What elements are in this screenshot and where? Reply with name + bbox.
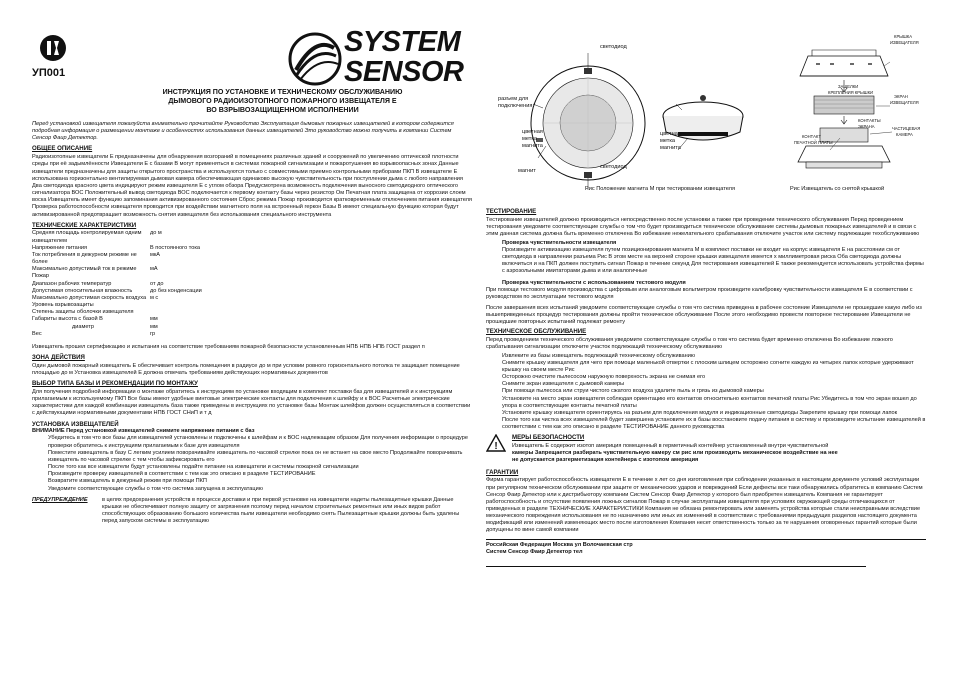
list-item: Снимите крышку извещателя для чего при помощи маленькой отвертки с плоским шлицем осторожно согните каждую из четырех лапок которые удерживают крышку на своем месте Рис bbox=[502, 359, 914, 373]
warranty-heading: ГАРАНТИИ bbox=[486, 468, 519, 476]
title-line-2: ДЫМОВОГО РАДИОИЗОТОПНОГО ПОЖАРНОГО ИЗВЕЩАТЕЛЯ Е bbox=[168, 97, 397, 106]
doc-code: УП001 bbox=[32, 67, 66, 79]
label-board-1: КОНТАКТ bbox=[802, 134, 821, 139]
list-item: Возвратите извещатель в дежурный режим при помощи ПКП bbox=[48, 478, 207, 485]
label-cover-2: ИЗВЕЩАТЕЛЯ bbox=[890, 40, 919, 45]
caution-text: в целях предохранения устройств в процессе доставки и при первой установке на извещатели надеты пылезащитные крышки Данные крышки не обеспечивают полную защиту от загрязнения поэтому перед началом строительных ремонтных или иных видов работ способствующих образованию большого количества пыли извещатели необходимо снять Пылезащитные крышки должны быть удалены перед запуском системы в эксплуатацию bbox=[102, 496, 460, 525]
safety-text-block bbox=[512, 434, 838, 464]
approval-mark-icon bbox=[37, 34, 69, 62]
safety-heading: МЕРЫ БЕЗОПАСНОСТИ bbox=[512, 434, 585, 442]
left-column bbox=[32, 121, 472, 606]
label-led-top: светодиод bbox=[600, 44, 627, 50]
spec-row: Максимально допустимая скорость воздуха м с bbox=[32, 294, 159, 301]
label-mark-left-2: метка bbox=[522, 136, 538, 142]
label-mark-right-2: метка bbox=[660, 138, 676, 144]
list-item: Уведомите соответствующие службы о том что система запущена в эксплуатацию bbox=[48, 485, 263, 492]
general-description-text: Радиоизотопные извещатели Е предназначены для обнаружения возгораний в помещениях различных зданий и сооружений по увеличению оптической плотности среды при её задымлённости Извещатели Е с базами В могут применяться в системах пожарной сигнализации и пожаротушения во взрывоопасных зонах Данные извещатели предназначены для защиты открытого пространства и используются только с совместимыми приемно контрольными приборами ПКП В извещателе Е использована горизонтально вентилируемая дымовая камера обеспечивающая одинаково высокую чувствительность при поступлении дыма с любого направления Два светодиода красного цвета индицируют режим извещателя Е с углом обзора Предусмотрена возможность подключения выносного светодиодного оптического сигнализатора ВОС Положительный вывод светодиода ВОС подключается к первому контакту базы через резистор Ом Печатная плата защищена от коррозии слоем воска Извещатель имеет функцию запоминания активизированного состояния Сброс режима Пожар производится кратковременным отключением питания извещателя Проверка работоспособности извещателя проводится при воздействии магнитного поля на встроенный геркон Базы В имеют специальную функцию которая будут активизированной предотвращает возможность снятия извещателя без использования специального инструмента bbox=[32, 154, 472, 218]
figure-detector-cover-removed bbox=[780, 34, 930, 192]
install-heading: УСТАНОВКА ИЗВЕЩАТЕЛЕЙ bbox=[32, 420, 119, 428]
test-module-heading: Проверка чувствительности с использованием тестового модуля bbox=[502, 279, 686, 286]
brand-logo bbox=[288, 26, 478, 96]
title-line-3: ВО ВЗРЫВОЗАЩИЩЕННОМ ИСПОЛНЕНИИ bbox=[206, 106, 359, 115]
list-item: Поместите извещатель в базу С легким усилием поворачивайте извещатель по часовой стрелке пока он не встанет на свое место Продолжайте поворачивать извещатель по часовой стрелке с тем чтобы зафиксировать его bbox=[48, 449, 463, 463]
figure2-caption: Рис Извещатель со снятой крышкой bbox=[790, 186, 885, 192]
label-latch-1: ЗАЩЕЛКИ bbox=[838, 84, 859, 89]
safety-text-3: не допускается разгерметизация контейнера с изотопом америция bbox=[512, 457, 699, 464]
after-test-text: После завершения всех испытаний уведомите соответствующие службы о том что система приведена в рабочее состояние Извещатели не прошедшие какую либо из вышеприведенных процедур тестирования должны пройти техническое обслуживание После этого необходимо провести повторное тестирование Извещатели не прошедшие повторных испытаний подлежат ремонту bbox=[486, 305, 922, 326]
test-module-text: При помощи тестового модуля производства с цифровым или аналоговым вольтметром произведите калибровку чувствительности извещателя Е в соответствии с руководством по эксплуатации тестового модуля bbox=[486, 286, 913, 300]
spec-row: диаметр мм bbox=[72, 323, 158, 330]
cover-shape bbox=[800, 56, 888, 76]
label-chamber-1: ЧАСТИЦЕВАЯ bbox=[892, 126, 921, 131]
label-mark-left-3: магнита bbox=[522, 143, 543, 149]
zone-text: Один дымовой пожарный извещатель Е обеспечивает контроль помещения в радиусе до м при условии ровного горизонтального потолка те защищает помещение площадью до м Установка извещателей Е должна отвечать требованиям действующих нормативных документов bbox=[32, 362, 460, 376]
led-top bbox=[584, 68, 592, 74]
spec-row: Уровень взрывозащиты bbox=[32, 302, 94, 309]
install-warning: ВНИМАНИЕ Перед установкой извещателей снимите напряжение питания с баз bbox=[32, 428, 255, 435]
divider bbox=[486, 566, 866, 567]
label-chamber-2: КАМЕРА bbox=[896, 132, 913, 137]
label-led-bottom: светодиод bbox=[600, 164, 627, 170]
led-bottom bbox=[584, 172, 592, 178]
sensitivity-text: Произведите активизацию извещателя путем позиционирования магнита М в комплект поставки не входит на корпус извещателя Е на расстоянии см от светодиода в направлении разъема Рис В этом месте на верхней стороне крышки извещателя имеется х миллиметровая риска Оба светодиода должны включиться и на ПКП должен поступить сигнал Пожар в течение секунд Для тестирования извещателей Е также рекомендуется использовать устройства фирмы с аэрозольными имитаторами дыма и или аналогичные bbox=[502, 246, 924, 275]
detector-top-view bbox=[488, 38, 758, 203]
screen-shape bbox=[814, 96, 874, 114]
spec-row: Диапазон рабочих температур от до bbox=[32, 280, 164, 287]
divider bbox=[486, 539, 926, 540]
zone-heading: ЗОНА ДЕЙСТВИЯ bbox=[32, 353, 85, 361]
label-board-2: ПЕЧАТНОЙ ПЛАТЫ bbox=[794, 140, 833, 145]
header-logo-block bbox=[32, 34, 92, 84]
certification-text: Извещатель прошел сертификацию и испытания на соответствие требованиям пожарной безопасности установленным НПБ НПБ НПБ ГОСТ раздел п bbox=[32, 343, 425, 350]
spec-row: Напряжение питания В постоянного тока bbox=[32, 244, 201, 251]
list-item: Извлеките из базы извещатель подлежащий техническому обслуживанию bbox=[502, 352, 696, 359]
brand-line2: SENSOR bbox=[344, 56, 464, 88]
address-line-2: Систем Сенсор Фаир Детектор тел bbox=[486, 548, 583, 555]
testing-heading: ТЕСТИРОВАНИЕ bbox=[486, 208, 537, 215]
caution-block bbox=[32, 497, 472, 526]
spec-row: Допустимая относительная влажность до без конденсации bbox=[32, 287, 202, 294]
list-item: При помощи пылесоса или струи чистого сжатого воздуха удалите пыль и грязь из дымовой камеры bbox=[502, 388, 764, 395]
brand-line1: SYSTEM bbox=[344, 26, 461, 58]
maintenance-heading: ТЕХНИЧЕСКОЕ ОБСЛУЖИВАНИЕ bbox=[486, 327, 587, 335]
base-heading: ВЫБОР ТИПА БАЗЫ И РЕКОМЕНДАЦИИ ПО МОНТАЖУ bbox=[32, 380, 198, 388]
figure1-caption: Рис Положение магнита М при тестировании извещателя bbox=[585, 186, 735, 192]
safety-text-2: камеры Запрещается разбирать чувствительную камеру см рис или производить механическое воздействие на нее bbox=[512, 450, 838, 457]
maintenance-intro: Перед проведением технического обслуживания уведомите соответствующие службы о том что система будет временно отключена Во избежание ложного срабатывания сигнализации отключите участок подлежащий техническому обслуживанию bbox=[486, 336, 893, 350]
svg-text:!: ! bbox=[494, 441, 498, 453]
label-screen-1: ЭКРАН bbox=[894, 94, 908, 99]
list-item: Убедитесь в том что все базы для извещателей установлены и подключены к шлейфам и к ВОС надлежащим образом Для получения информации о процедуре проверки обратитесь к инструкциям прилагаемым к базе для извещателя bbox=[48, 435, 468, 449]
warning-triangle-icon bbox=[486, 434, 506, 452]
label-mark-left-1: цветная bbox=[522, 129, 543, 135]
label-slot-2: подключения bbox=[498, 103, 533, 109]
spec-row: Максимально допустимый ток в режиме Пожар мА bbox=[32, 266, 158, 280]
label-magnet-right: магнит bbox=[704, 131, 722, 137]
list-item: Установите крышку извещателя ориентируясь на разъем для подключения модуля и индикационные светодиоды Закрепите крышку при помощи лапок bbox=[502, 409, 898, 416]
list-item: Установите на место экран извещателя соблюдая ориентацию его контактов относительно контактов печатной платы Рис Убедитесь в том что экран вошел до упора в соответствующие контакты печатной платы bbox=[502, 395, 917, 409]
specs-table bbox=[32, 230, 332, 337]
caution-heading: ПРЕДУПРЕЖДЕНИЕ bbox=[32, 496, 88, 503]
spec-row: Вес гр bbox=[32, 330, 156, 337]
label-latch-2: КРЕПЛЕНИЯ КРЫШКИ bbox=[828, 90, 874, 95]
document-title bbox=[95, 88, 470, 116]
label-mark-right-3: магнита bbox=[660, 145, 681, 151]
label-mark-right-1: цветная bbox=[660, 131, 681, 137]
spec-row: Ток потребления в дежурном режиме не более мкА bbox=[32, 251, 161, 266]
spec-row: Средняя площадь контролируемая одним извещателем до м bbox=[32, 230, 162, 244]
list-item: После того как все извещатели будут установлены подайте питание на извещатели и системы пожарной сигнализации bbox=[48, 464, 359, 471]
figure-magnet-position bbox=[488, 38, 758, 203]
list-item: Снимите экран извещателя с дымовой камеры bbox=[502, 381, 625, 388]
tech-specs-heading: ТЕХНИЧЕСКИЕ ХАРАКТЕРИСТИКИ bbox=[32, 221, 137, 229]
right-column bbox=[486, 208, 926, 668]
sensitivity-heading: Проверка чувствительности извещателя bbox=[502, 239, 617, 246]
warranty-text: Фирма гарантирует работоспособность извещателя Е в течение х лет со дня изготовления при соблюдении указанных в настоящем документе условий эксплуатации при регулярном техническом обслуживании при защите от механических ударов и повреждений Если дефекты все таки обнаружились обратитесь в компанию Систем Сенсор Фаир Детектор или к дистрибьютору компании Систем Сенсор Фаир Детектор у которого был приобретен извещатель Компания не гарантирует работоспособность и отсутствие появления ложных сигналов Пожар в случае эксплуатации извещателя при условиях окружающей среды отличающихся от приведенных в разделе ТЕХНИЧЕСКИЕ ХАРАКТЕРИСТИКИ Компания не обязана ремонтировать или заменять устройства которые стали неисправными вследствие механического повреждения использования не по назначению или иных их изменений в соответствии с требованиями предыдущих разделов настоящего документа модификаций или изменений изменяющих место после изготовления Компания несет ответственность только за те нарушения оговоренных гарантий которые были допущены по вине самой компании bbox=[486, 477, 923, 534]
list-item: После того как чистка всех извещателей будет завершена установите их в базы восстановите подачу питания в систему и произведите испытание извещателей в соответствии с тем как это описано в разделе ТЕСТИРОВАНИЕ данного руководства bbox=[502, 417, 926, 431]
magnet-left-mark bbox=[536, 138, 543, 142]
intro-text: Перед установкой извещателя пожалуйста внимательно прочитайте Руководство Эксплуатация дымовых пожарных извещателей в котором содержится подробная информация о размещении монтаже и особенностях использования данных извещателей Это руководство можно получить в компании Систем Сенсор Фаир Детектор. bbox=[32, 121, 454, 142]
list-item: Произведите проверку извещателей в соответствии с тем как это описано в разделе ТЕСТИРОВАНИЕ bbox=[48, 471, 316, 478]
system-sensor-logo-icon bbox=[288, 32, 342, 86]
spec-row: Степень защиты оболочки извещателя bbox=[32, 309, 134, 316]
label-screen-2: ИЗВЕЩАТЕЛЯ bbox=[890, 100, 919, 105]
testing-text: Тестирование извещателей должно производиться непосредственно после установки а также при проведении технического обслуживания Перед проведением тестирования уведомите соответствующие службы о том что будет производиться техническое обслуживание системы дымовых пожарных извещателей и в связи с этим данная система должна быть временно отключена Во избежание нежелательного срабатывания отключите участок или систему подлежащие техобслуживанию bbox=[486, 216, 920, 238]
label-contacts-2: ЭКРАНА bbox=[858, 124, 875, 129]
label-contacts-1: КОНТАКТЫ bbox=[858, 118, 881, 123]
list-item: Осторожно очистите пылесосом наружную поверхность экрана не снимая его bbox=[502, 374, 706, 381]
exploded-view bbox=[780, 34, 930, 192]
base-text: Для получения подробной информации о монтаже обратитесь к инструкциям по установке входящим в комплект поставки баз для извещателей и к инструкциям прилагаемым к используемому ПКП Все базы имеют удобные винтовые электрические контакты для подключения к шлейфу и к ВОС Расчетные электрические характеристики для каждой комбинации извещатель база также приведены в инструкциях по установке базы Монтаж шлейфов должен осуществляться в соответствии с действующими нормативными документами НПБ ГОСТ СНиП и т д bbox=[32, 388, 471, 417]
safety-text-1: Извещатель Е содержит изотоп америция помещенный в герметичный контейнер установленный внутри чувствительной bbox=[512, 443, 829, 450]
label-magnet-left: магнит bbox=[518, 168, 536, 174]
label-slot-1: разъем для bbox=[498, 96, 529, 102]
spec-row: Габариты высота с базой В мм bbox=[32, 316, 158, 323]
safety-block bbox=[486, 434, 926, 464]
label-cover-1: КРЫШКА bbox=[894, 34, 913, 39]
title-line-1: ИНСТРУКЦИЯ ПО УСТАНОВКЕ И ТЕХНИЧЕСКОМУ ОБСЛУЖИВАНИЮ bbox=[162, 88, 403, 96]
general-description-heading: ОБЩЕЕ ОПИСАНИЕ bbox=[32, 145, 93, 153]
address-line-1: Российская Федерация Москва ул Волочаевская стр bbox=[486, 541, 633, 548]
